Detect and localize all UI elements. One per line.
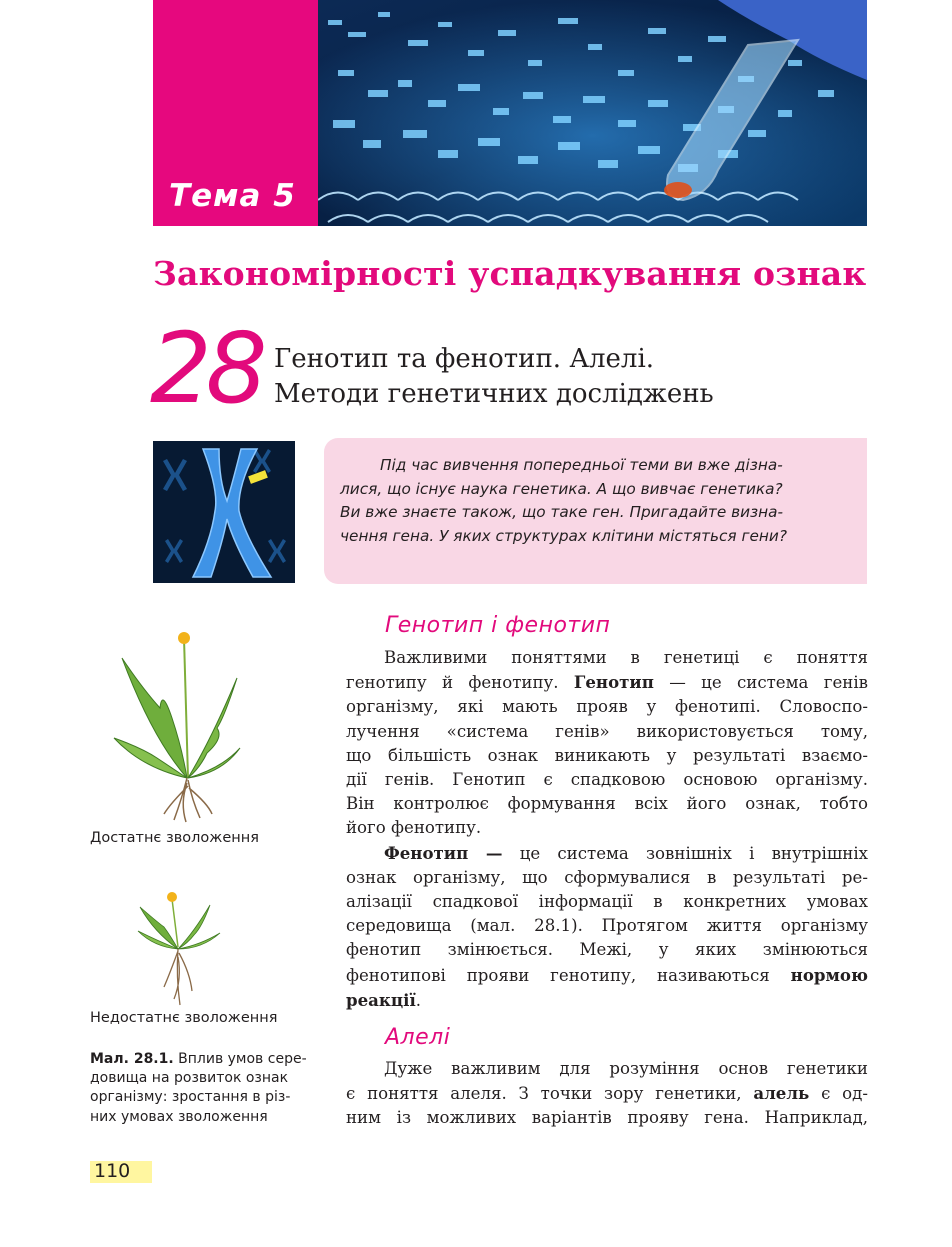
- figure-caption-text: Вплив умов сере-: [178, 1051, 307, 1067]
- text-fragment: є од-: [809, 1084, 868, 1104]
- text-line: Дуже важливим для розуміння основ генетики: [384, 1059, 868, 1078]
- paragraph-number: 28: [150, 312, 262, 425]
- text-line: його фенотипу.: [346, 818, 482, 838]
- term-genotype: Генотип: [573, 672, 654, 693]
- intro-line: чення гена. У яких структурах клітини містяться гени?: [340, 526, 787, 545]
- text-line: [346, 841, 868, 866]
- text-fragment: це система зовнішніх і внутрішніх: [502, 843, 868, 863]
- text-fragment: .: [415, 990, 422, 1010]
- text-fragment: фенотипові прояви генотипу, називаються: [346, 965, 770, 985]
- term-reaction-norm: нормою: [790, 964, 868, 985]
- text-line: що більшість ознак виникають у результаті взаємо-: [346, 745, 868, 765]
- section-heading-genotype-phenotype: Генотип і фенотип: [385, 613, 611, 638]
- text-line: Важливими поняттями в генетиці є поняття: [384, 648, 868, 667]
- dandelion-large-image: [112, 628, 242, 824]
- paragraph-title: [274, 342, 714, 412]
- text-line: [346, 670, 868, 695]
- section-heading-alleles: Алелі: [385, 1025, 451, 1050]
- section-text-genotype-phenotype: [346, 646, 868, 1013]
- dandelion-small-image: [134, 887, 224, 1007]
- text-line: [346, 988, 868, 1013]
- text-line: організму, які мають прояв у фенотипі. Словоспо-: [346, 697, 868, 717]
- intro-text: [340, 454, 852, 548]
- caption-insufficient-moisture: Недостатнє зволоження: [90, 1010, 278, 1026]
- section-text-alleles: [346, 1057, 868, 1131]
- text-line: дії генів. Генотип є спадковою основою організму.: [346, 770, 868, 790]
- text-line: ним із можливих варіантів прояву гена. Наприклад,: [346, 1108, 868, 1128]
- figure-label: Мал. 28.1.: [90, 1051, 174, 1067]
- text-line: Він контролює формування всіх його ознак, тобто: [346, 794, 868, 814]
- page-number: [90, 1161, 152, 1183]
- text-line: фенотип змінюється. Межі, у яких змінюються: [346, 940, 868, 960]
- test-tubes-photo: [318, 0, 867, 226]
- term-phenotype: Фенотип —: [384, 842, 503, 863]
- topic-label: Тема 5: [169, 178, 296, 214]
- term-allele: алель: [753, 1083, 810, 1104]
- text-line: [346, 1081, 868, 1106]
- intro-line: Ви вже знаєте також, що таке ген. Пригадайте визна-: [340, 503, 784, 521]
- figure-caption-line: організму: зростання в різ-: [90, 1089, 291, 1106]
- text-line: ознак організму, що сформувалися в результаті ре-: [346, 867, 868, 887]
- paragraph-title-line: Методи генетичних досліджень: [274, 379, 714, 409]
- term-reaction-norm-cont: реакції: [346, 989, 416, 1010]
- text-fragment: — це система генів: [653, 673, 868, 693]
- intro-line: Під час вивчення попередньої теми ви вже дізна-: [380, 456, 783, 474]
- text-line: лучення «система генів» використовується тому,: [346, 721, 868, 741]
- caption-sufficient-moisture: Достатнє зволоження: [90, 830, 259, 846]
- text-line: середовища (мал. 28.1). Протягом життя організму: [346, 916, 868, 936]
- topic-title: Закономірності успадкування ознак: [153, 254, 867, 293]
- page-number-text: 110: [94, 1160, 131, 1182]
- chromosome-image: [153, 441, 295, 583]
- text-fragment: генотипу й фенотипу.: [346, 673, 559, 693]
- figure-caption-line: довища на розвиток ознак: [90, 1070, 289, 1087]
- figure-caption-line: [90, 1050, 320, 1069]
- topic-banner: [153, 0, 867, 226]
- figure-caption: [90, 1050, 320, 1127]
- figure-caption-line: них умовах зволоження: [90, 1108, 268, 1125]
- text-line: [346, 963, 868, 988]
- text-fragment: є поняття алеля. З точки зору генетики,: [346, 1084, 742, 1104]
- text-line: алізації спадкової інформації в конкретних умовах: [346, 892, 868, 912]
- paragraph-title-line: Генотип та фенотип. Алелі.: [274, 344, 655, 374]
- intro-line: лися, що існує наука генетика. А що вивчає генетика?: [340, 479, 783, 498]
